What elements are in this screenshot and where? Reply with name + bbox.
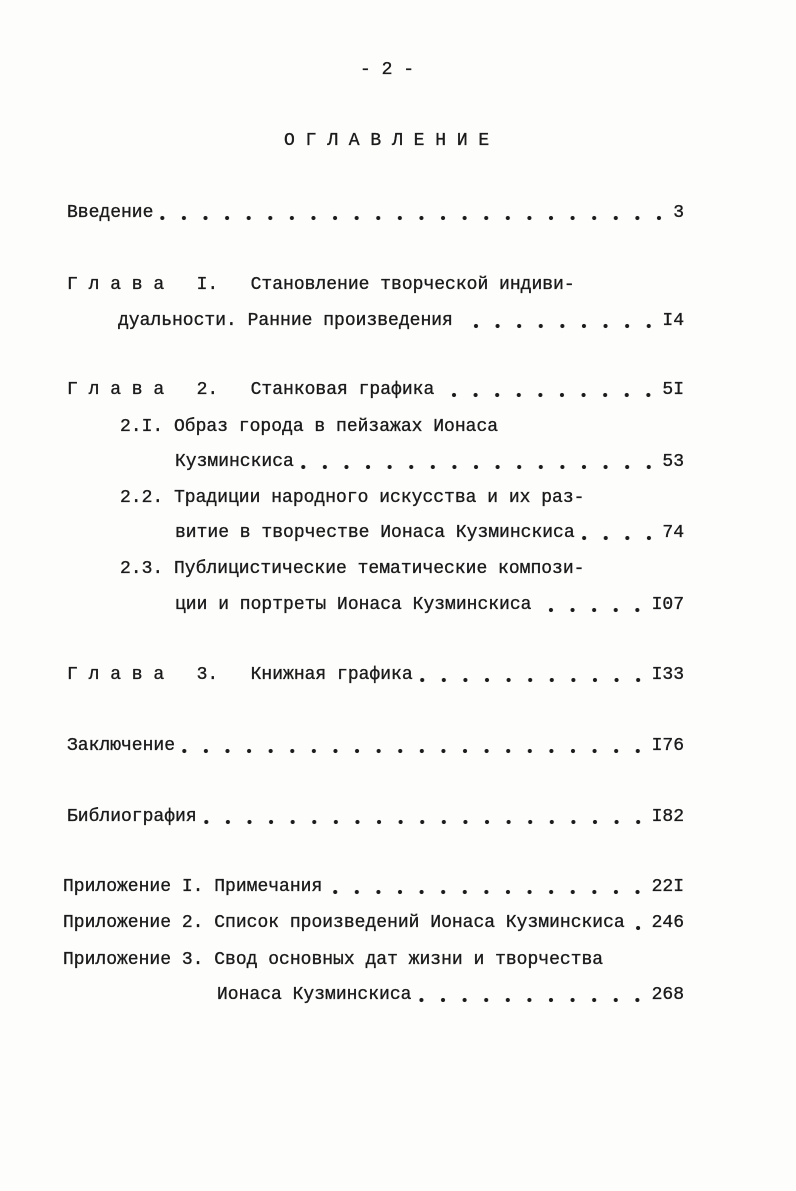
toc-entry-section-2-2-continued: [175, 521, 684, 545]
entry-page: 22I: [651, 877, 684, 897]
entry-page: 53: [662, 452, 684, 472]
entry-page: 5I: [662, 380, 684, 400]
dot-leader: [439, 378, 659, 402]
chapter-title: Книжная графика: [250, 665, 413, 685]
dot-leader: [458, 309, 660, 333]
chapter-number: 2.: [196, 380, 219, 400]
entry-page: I33: [651, 665, 684, 685]
appendix-label: Приложение I.: [63, 877, 204, 897]
chapter-heading: Г л а в а: [67, 380, 165, 400]
entry-page: 74: [662, 523, 684, 543]
appendix-title: Примечания: [214, 877, 323, 897]
dot-leader: [202, 805, 649, 829]
entry-page: I4: [662, 311, 684, 331]
toc-entry-appendix-3-continued: [217, 983, 684, 1007]
toc-entry-section-2-3-continued: [175, 593, 684, 617]
chapter-number: 3.: [196, 665, 219, 685]
section-number: 2.I.: [120, 417, 164, 437]
chapter-number: I.: [196, 275, 219, 295]
section-title-line-1: Образ города в пейзажах Ионаса: [174, 417, 499, 437]
entry-page: 268: [651, 985, 684, 1005]
appendix-label: Приложение 3.: [63, 950, 204, 970]
toc-entry-section-2-2: [120, 486, 584, 510]
appendix-label: Приложение 2.: [63, 913, 204, 933]
entry-label: Библиография: [67, 807, 197, 827]
toc-title: О Г Л А В Л Е Н И Е: [284, 131, 490, 151]
entry-page: 246: [651, 913, 684, 933]
chapter-heading: Г л а в а: [67, 275, 165, 295]
section-title-line-2: ции и портреты Ионаса Кузминскиса: [175, 595, 532, 615]
appendix-title-line-2: Ионаса Кузминскиса: [217, 985, 412, 1005]
entry-page: 3: [673, 203, 684, 223]
toc-entry-appendix-3: [63, 948, 603, 972]
dot-leader: [418, 663, 649, 687]
toc-entry-chapter-1-continued: [118, 309, 684, 333]
section-title-line-2: витие в творчестве Ионаса Кузминскиса: [175, 523, 575, 543]
page-number: - 2 -: [360, 60, 415, 80]
toc-entry-appendix-2: [63, 911, 684, 935]
dot-leader: [416, 983, 648, 1007]
toc-entry-introduction: [67, 201, 684, 225]
toc-entry-section-2-1: [120, 415, 498, 439]
toc-entry-chapter-3: [67, 663, 684, 687]
dot-leader: [327, 875, 648, 899]
section-title-line-1: Публицистические тематические компози-: [174, 559, 585, 579]
toc-entry-bibliography: [67, 805, 684, 829]
section-number: 2.3.: [120, 559, 164, 579]
dot-leader: [158, 201, 670, 225]
entry-page: I07: [651, 595, 684, 615]
chapter-title-line-1: Становление творческой индиви-: [250, 275, 575, 295]
entry-label: Заключение: [67, 736, 176, 756]
chapter-heading: Г л а в а: [67, 665, 165, 685]
dot-leader: [180, 734, 649, 758]
toc-entry-chapter-2: [67, 378, 684, 402]
dot-leader: [630, 911, 649, 935]
toc-entry-section-2-3: [120, 557, 584, 581]
chapter-title-line-2: дуальности. Ранние произведения: [118, 311, 453, 331]
dot-leader: [536, 593, 648, 617]
toc-entry-conclusion: [67, 734, 684, 758]
dot-leader: [580, 521, 660, 545]
entry-page: I82: [651, 807, 684, 827]
entry-page: I76: [651, 736, 684, 756]
appendix-title-line-1: Свод основных дат жизни и творчества: [214, 950, 604, 970]
toc-entry-section-2-1-continued: [175, 450, 684, 474]
section-title-line-1: Традиции народного искусства и их раз-: [174, 488, 585, 508]
toc-entry-appendix-1: [63, 875, 684, 899]
dot-leader: [299, 450, 660, 474]
entry-label: Введение: [67, 203, 154, 223]
section-number: 2.2.: [120, 488, 164, 508]
section-title-line-2: Кузминскиса: [175, 452, 294, 472]
chapter-title: Станковая графика: [250, 380, 435, 400]
toc-entry-chapter-1: [67, 273, 575, 297]
appendix-title: Список произведений Ионаса Кузминскиса: [214, 913, 625, 933]
